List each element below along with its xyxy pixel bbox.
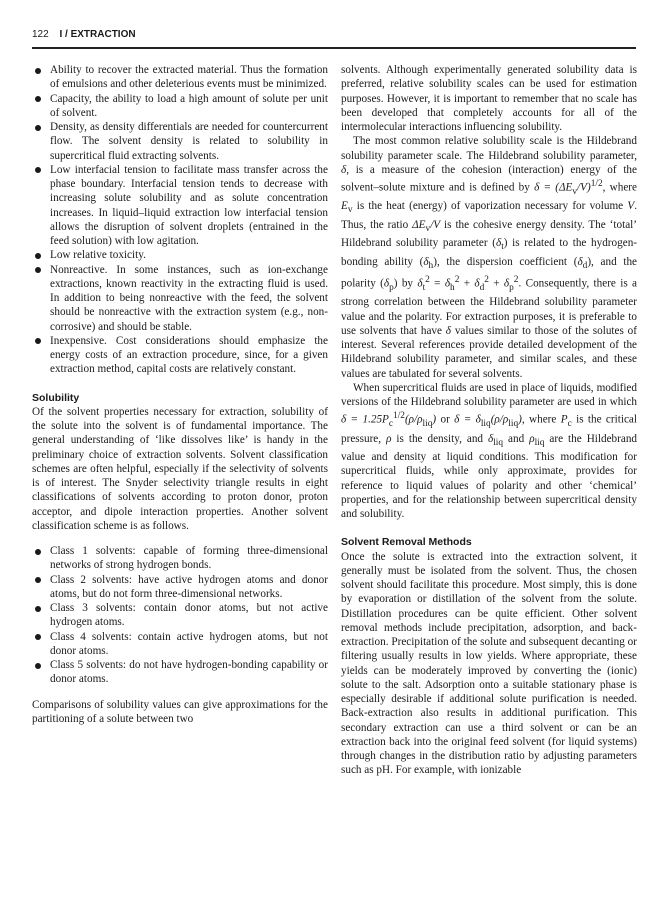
page-number: 122 [32,29,49,40]
solubility-paragraph: Of the solvent properties necessary for extraction, solubility of the solute into the solvent is of fundamental importance. The general understanding of ‘like dissolves like’ is handy in the preliminary choice of extraction solvents. Solvent classification schemes are often helpful, especially if the selectivity of solvents is of interest. The Snyder selectivity triangle results in eight classifications of solvents according to proton donor, proton acceptor, and dipole interaction properties. Another solvent classification scheme is as follows. [32,405,328,532]
list-item: Ability to recover the extracted material. Thus the formation of emulsions and other deleterious events must be minimized. [32,63,328,92]
list-item: Class 1 solvents: capable of forming three-dimensional networks of strong hydrogen bonds. [32,544,328,573]
running-header [32,29,136,40]
hildebrand-paragraph: The most common relative solubility scale is the Hildebrand solubility parameter scale. The Hildebrand solubility parameter, δ, is a measure of the cohesion (interaction) energy of the solvent–solute mixture and is defined by $\delta = (\Delta E_v/V)^{1/2}$, where $E_v$ is the heat (energy) of vaporization necessary for volume V. Thus, the ratio $\Delta E_v/V$ is the cohesive energy density. The ‘total’ Hildebrand solubility parameter $(\delta_t)$ is related to the hydrogen-bonding ability $(\delta_h)$, the dispersion coefficient $(\delta_d)$, and the polarity $(\delta_p)$ by $\delta_t^2 = \delta_h^2 + \delta_d^2 + \delta_p^2$. Consequently, there is a strong correlation between the Hildebrand solubility parameter value and the polarity. For extraction purposes, it is preferable to use solvents that have δ values similar to those of the solutes of interest. Several references provide detailed development of the Hildebrand solubility parameter, and similar scales, and these values are tabulated for several solvents. [341,135,638,380]
section-heading-solubility: Solubility [32,391,80,404]
solvent-property-list [32,63,328,377]
list-item: Class 2 solvents: have active hydrogen atoms and donor atoms, but do not form three-dimensional networks. [32,573,328,602]
solvent-removal-paragraph: Once the solute is extracted into the extraction solvent, it generally must be isolated from the solvent. Thus, the chosen solvent should facilitate this procedure. Most simply, this is done by evaporation or distillation of the solvent from the solute. Distillation procedures can be quite efficient. Other solvent removal methods include precipitation, adsorption, and back-extraction. Precipitation of the solute and subsequent decanting or filtering usually results in low yields. Where appropriate, these yields can be moderately improved by converting the (ionic) solute to the salt. Adsorption onto a suitable stationary phase is especially desirable if additional solute purification is needed. Back-extraction also results in additional purification. This secondary extraction can use a third solvent or can be an extraction back into the original feed solvent (for liquid systems) through changes in the distribution ratio by adjusting parameters such as pH. For example, with ionizable [341,550,637,777]
list-item: Low interfacial tension to facilitate mass transfer across the phase boundary. Interfacial tension tends to decrease with increasing solute solubility and as solute concentration increases. In liquid–liquid extraction low interfacial tension allows the disruption of solvent droplets (entrained in the feed solution) with low agitation. [32,163,328,249]
right-column [341,63,637,778]
list-item: Capacity, the ability to load a high amount of solute per unit of solvent. [32,92,328,121]
running-title: I / EXTRACTION [59,29,136,40]
list-item: Density, as density differentials are needed for countercurrent flow. The solvent density is related to solubility in supercritical fluid extracting solvents. [32,120,328,163]
header-rule [32,47,636,49]
list-item: Class 3 solvents: contain donor atoms, but not active hydrogen atoms. [32,601,328,630]
solvent-class-list [32,544,328,687]
list-item: Class 4 solvents: contain active hydrogen atoms, but not donor atoms. [32,630,328,659]
supercritical-paragraph: When supercritical fluids are used in place of liquids, modified versions of the Hildebrand solubility parameter are used in which $\delta = 1.25P_c^{1/2}(\rho/\rho_{liq})$ or $\delta = \delta_{liq}(\rho/\rho_{liq})$, where $P_c$ is the critical pressure, ρ is the density, and $\delta_{liq}$ and $\rho_{liq}$ are the Hildebrand value and density at liquid conditions. This modification for supercritical fluids, while only approximate, provides for reference to liquid values of polarity and other ‘chemical’ properties, and for the relationship between supercritical density and solubility. [341,381,638,521]
list-item: Class 5 solvents: do not have hydrogen-bonding capability or donor atoms. [32,658,328,687]
section-heading-solvent-removal: Solvent Removal Methods [341,536,472,549]
left-column [32,63,328,726]
list-item: Inexpensive. Cost considerations should emphasize the energy costs of an extraction procedure, since, for a given extraction method, capital costs are relatively constant. [32,334,328,377]
closing-paragraph: Comparisons of solubility values can give approximations for the partitioning of a solute between two [32,698,328,725]
list-item: Nonreactive. In some instances, such as ion-exchange extractions, known reactivity in the extracting fluid is used. In addition to being nonreactive with the feed, the solvent should be nonreactive with the extraction system (e.g., non-corrosive) and should be stable. [32,263,328,334]
continued-paragraph: solvents. Although experimentally generated solubility data is preferred, relative solubility scales can be used for estimation purposes. However, it is important to remember that no scale has been developed that completely accounts for all of the intermolecular interactions influencing solubility. [341,64,637,133]
list-item: Low relative toxicity. [32,248,328,262]
